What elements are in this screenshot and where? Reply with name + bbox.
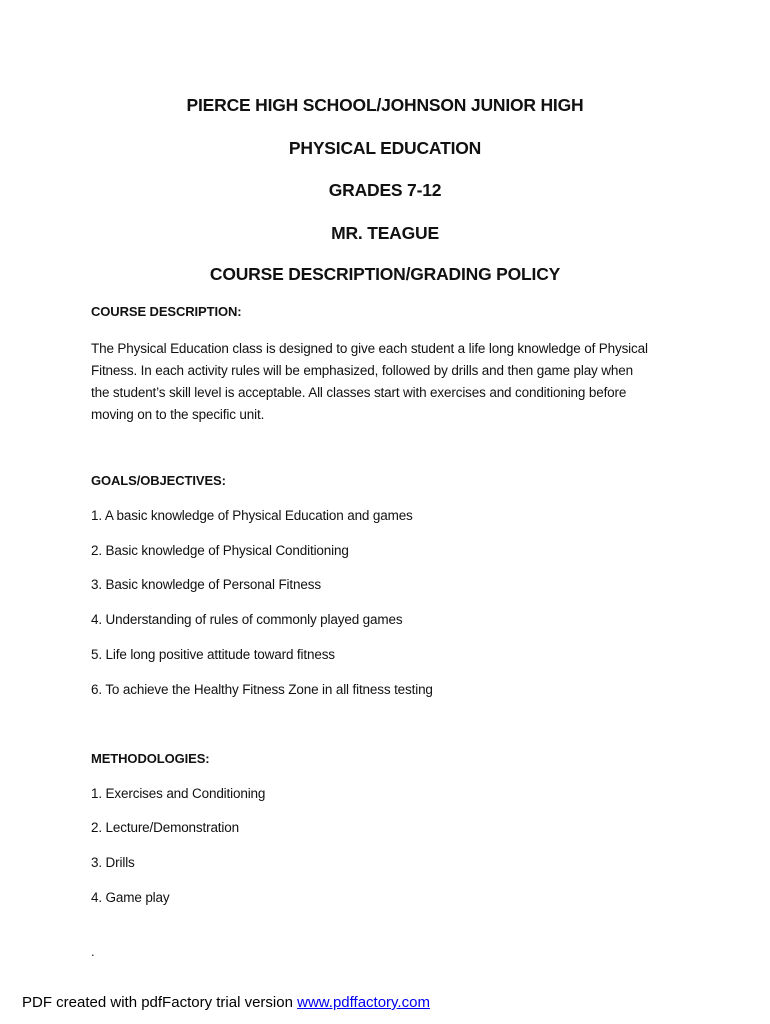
subject-title: PHYSICAL EDUCATION bbox=[288, 138, 482, 158]
methodology-item: 4. Game play bbox=[91, 890, 170, 905]
goal-item: 4. Understanding of rules of commonly played games bbox=[91, 612, 403, 627]
grades-title: GRADES 7-12 bbox=[328, 180, 442, 200]
methodologies-heading: METHODOLOGIES: bbox=[91, 751, 210, 766]
pdffactory-link[interactable]: www.pdffactory.com bbox=[297, 994, 430, 1011]
goal-item: 1. A basic knowledge of Physical Education and games bbox=[91, 508, 413, 523]
paragraph-line: Fitness. In each activity rules will be emphasized, followed by drills and then game play when bbox=[91, 363, 633, 378]
goals-heading: GOALS/OBJECTIVES: bbox=[91, 473, 226, 488]
methodology-item: 1. Exercises and Conditioning bbox=[91, 786, 266, 801]
methodology-item: 3. Drills bbox=[91, 855, 135, 870]
goal-item: 5. Life long positive attitude toward fitness bbox=[91, 647, 335, 662]
pdf-footer bbox=[22, 994, 430, 1011]
trailing-period: . bbox=[91, 944, 95, 959]
goal-item: 2. Basic knowledge of Physical Conditioning bbox=[91, 543, 349, 558]
methodology-item: 2. Lecture/Demonstration bbox=[91, 820, 239, 835]
course-description-heading: COURSE DESCRIPTION: bbox=[91, 304, 242, 319]
goal-item: 6. To achieve the Healthy Fitness Zone in all fitness testing bbox=[91, 682, 433, 697]
footer-text: PDF created with pdfFactory trial version bbox=[22, 994, 298, 1011]
course-description-paragraph bbox=[91, 338, 681, 426]
teacher-title: MR. TEAGUE bbox=[331, 223, 439, 243]
document-title: COURSE DESCRIPTION/GRADING POLICY bbox=[209, 264, 561, 284]
school-title: PIERCE HIGH SCHOOL/JOHNSON JUNIOR HIGH bbox=[186, 95, 584, 115]
paragraph-line: moving on to the specific unit. bbox=[91, 407, 265, 422]
paragraph-line: the student’s skill level is acceptable. All classes start with exercises and conditioning before bbox=[91, 385, 627, 400]
goal-item: 3. Basic knowledge of Personal Fitness bbox=[91, 577, 321, 592]
paragraph-line: The Physical Education class is designed to give each student a life long knowledge of Physical bbox=[91, 341, 648, 356]
